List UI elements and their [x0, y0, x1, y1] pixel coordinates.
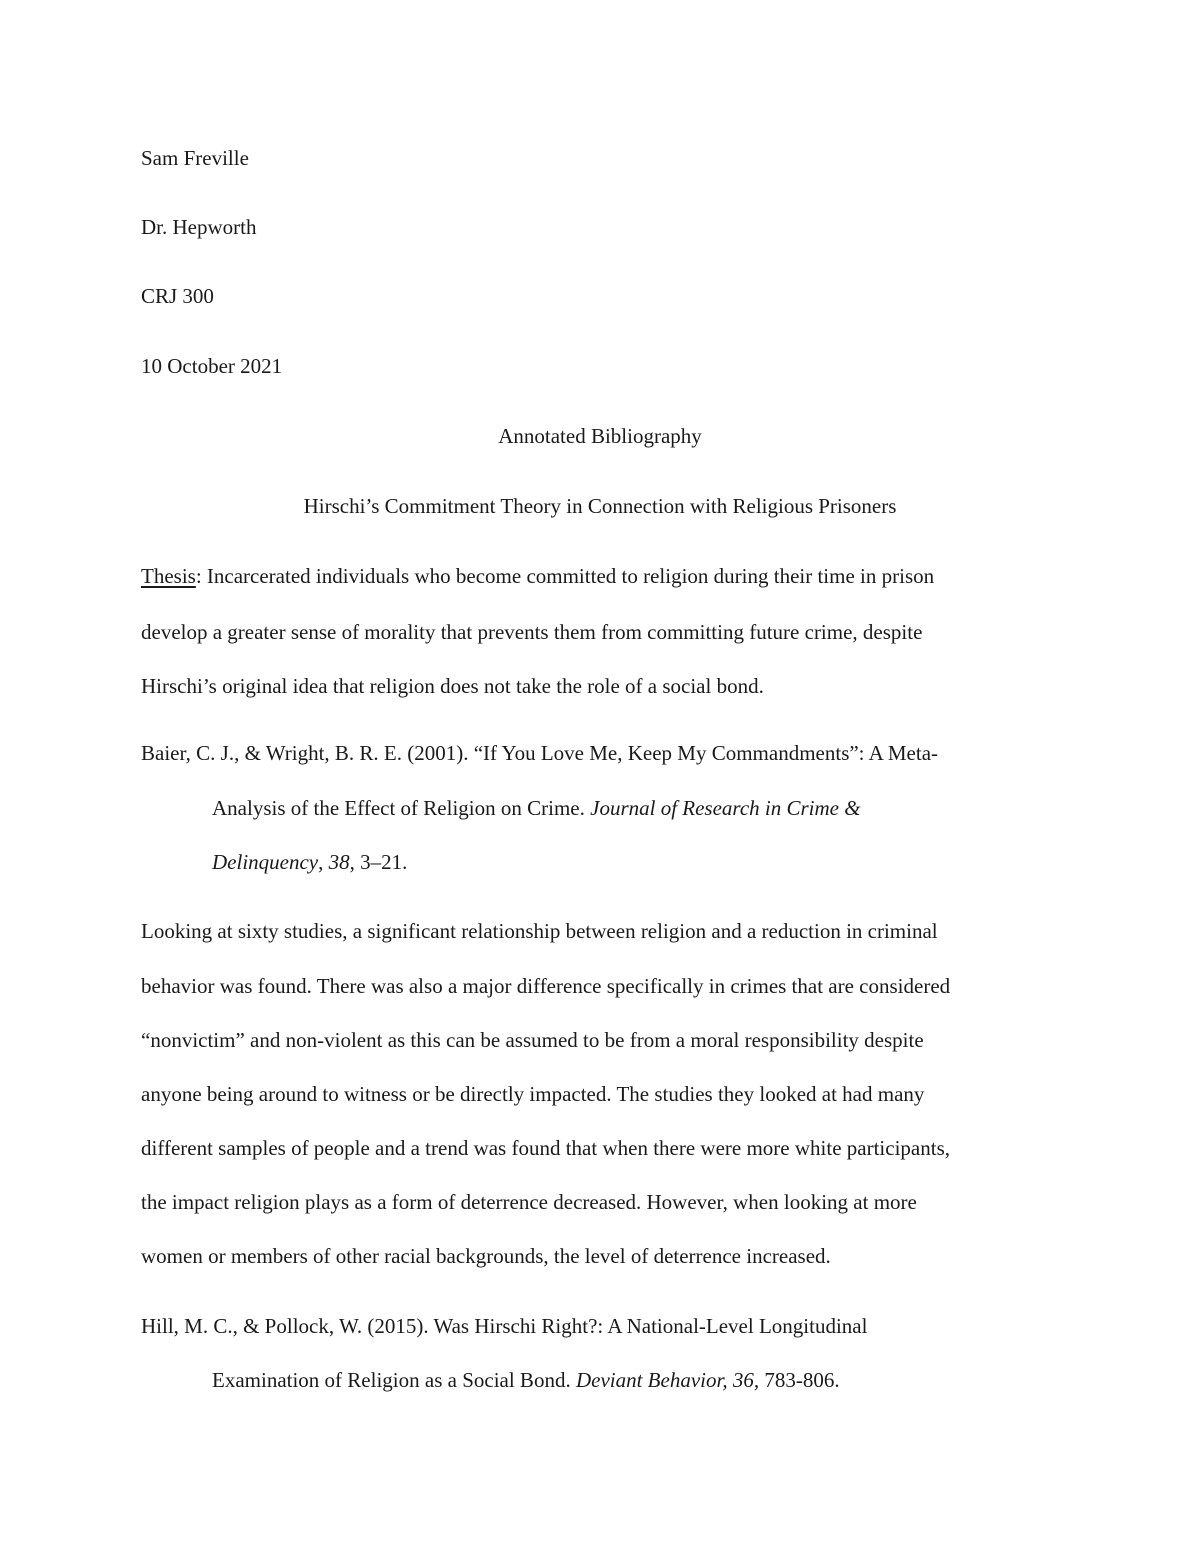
document-subtitle: Hirschi’s Commitment Theory in Connection with Religious Prisoners	[303, 494, 897, 518]
instructor-name: Dr. Hepworth	[141, 215, 257, 239]
journal-title: Journal of Research in Crime &	[590, 796, 861, 820]
citation-1-line-2: Analysis of the Effect of Religion on Crime. Journal of Research in Crime &	[212, 796, 861, 820]
journal-title-2: Deviant Behavior, 36,	[575, 1368, 760, 1392]
document-date: 10 October 2021	[141, 354, 283, 378]
annotation-1-line-1: Looking at sixty studies, a significant relationship between religion and a reduction in criminal	[141, 919, 938, 943]
author-name: Sam Freville	[141, 146, 249, 170]
thesis-line-1	[141, 566, 934, 587]
annotation-1-line-6: the impact religion plays as a form of deterrence decreased. However, when looking at more	[141, 1190, 917, 1214]
citation-1-line-3: Delinquency, 38, 3–21.	[212, 850, 408, 874]
thesis-line-2: develop a greater sense of morality that prevents them from committing future crime, despite	[141, 620, 923, 644]
annotation-1-line-7: women or members of other racial backgrounds, the level of deterrence increased.	[141, 1244, 831, 1268]
annotation-1-line-3: “nonvictim” and non-violent as this can be assumed to be from a moral responsibility despite	[141, 1028, 924, 1052]
thesis-label: Thesis	[141, 564, 196, 588]
document-title: Annotated Bibliography	[498, 424, 702, 448]
annotation-1-line-4: anyone being around to witness or be directly impacted. The studies they looked at had many	[141, 1082, 925, 1106]
journal-volume: 38	[328, 850, 350, 874]
annotation-1-line-5: different samples of people and a trend was found that when there were more white participants,	[141, 1136, 950, 1160]
citation-2-line-2: Examination of Religion as a Social Bond. Deviant Behavior, 36, 783-806.	[212, 1368, 840, 1392]
course-code: CRJ 300	[141, 284, 214, 308]
thesis-text: : Incarcerated individuals who become committed to religion during their time in prison	[195, 564, 935, 588]
thesis-line-3: Hirschi’s original idea that religion does not take the role of a social bond.	[141, 674, 764, 698]
annotation-1-line-2: behavior was found. There was also a major difference specifically in crimes that are considered	[141, 974, 951, 998]
citation-2-line-1: Hill, M. C., & Pollock, W. (2015). Was Hirschi Right?: A National-Level Longitudinal	[141, 1314, 868, 1338]
citation-1-line-1: Baier, C. J., & Wright, B. R. E. (2001). “If You Love Me, Keep My Commandments”: A Meta-	[141, 741, 939, 765]
